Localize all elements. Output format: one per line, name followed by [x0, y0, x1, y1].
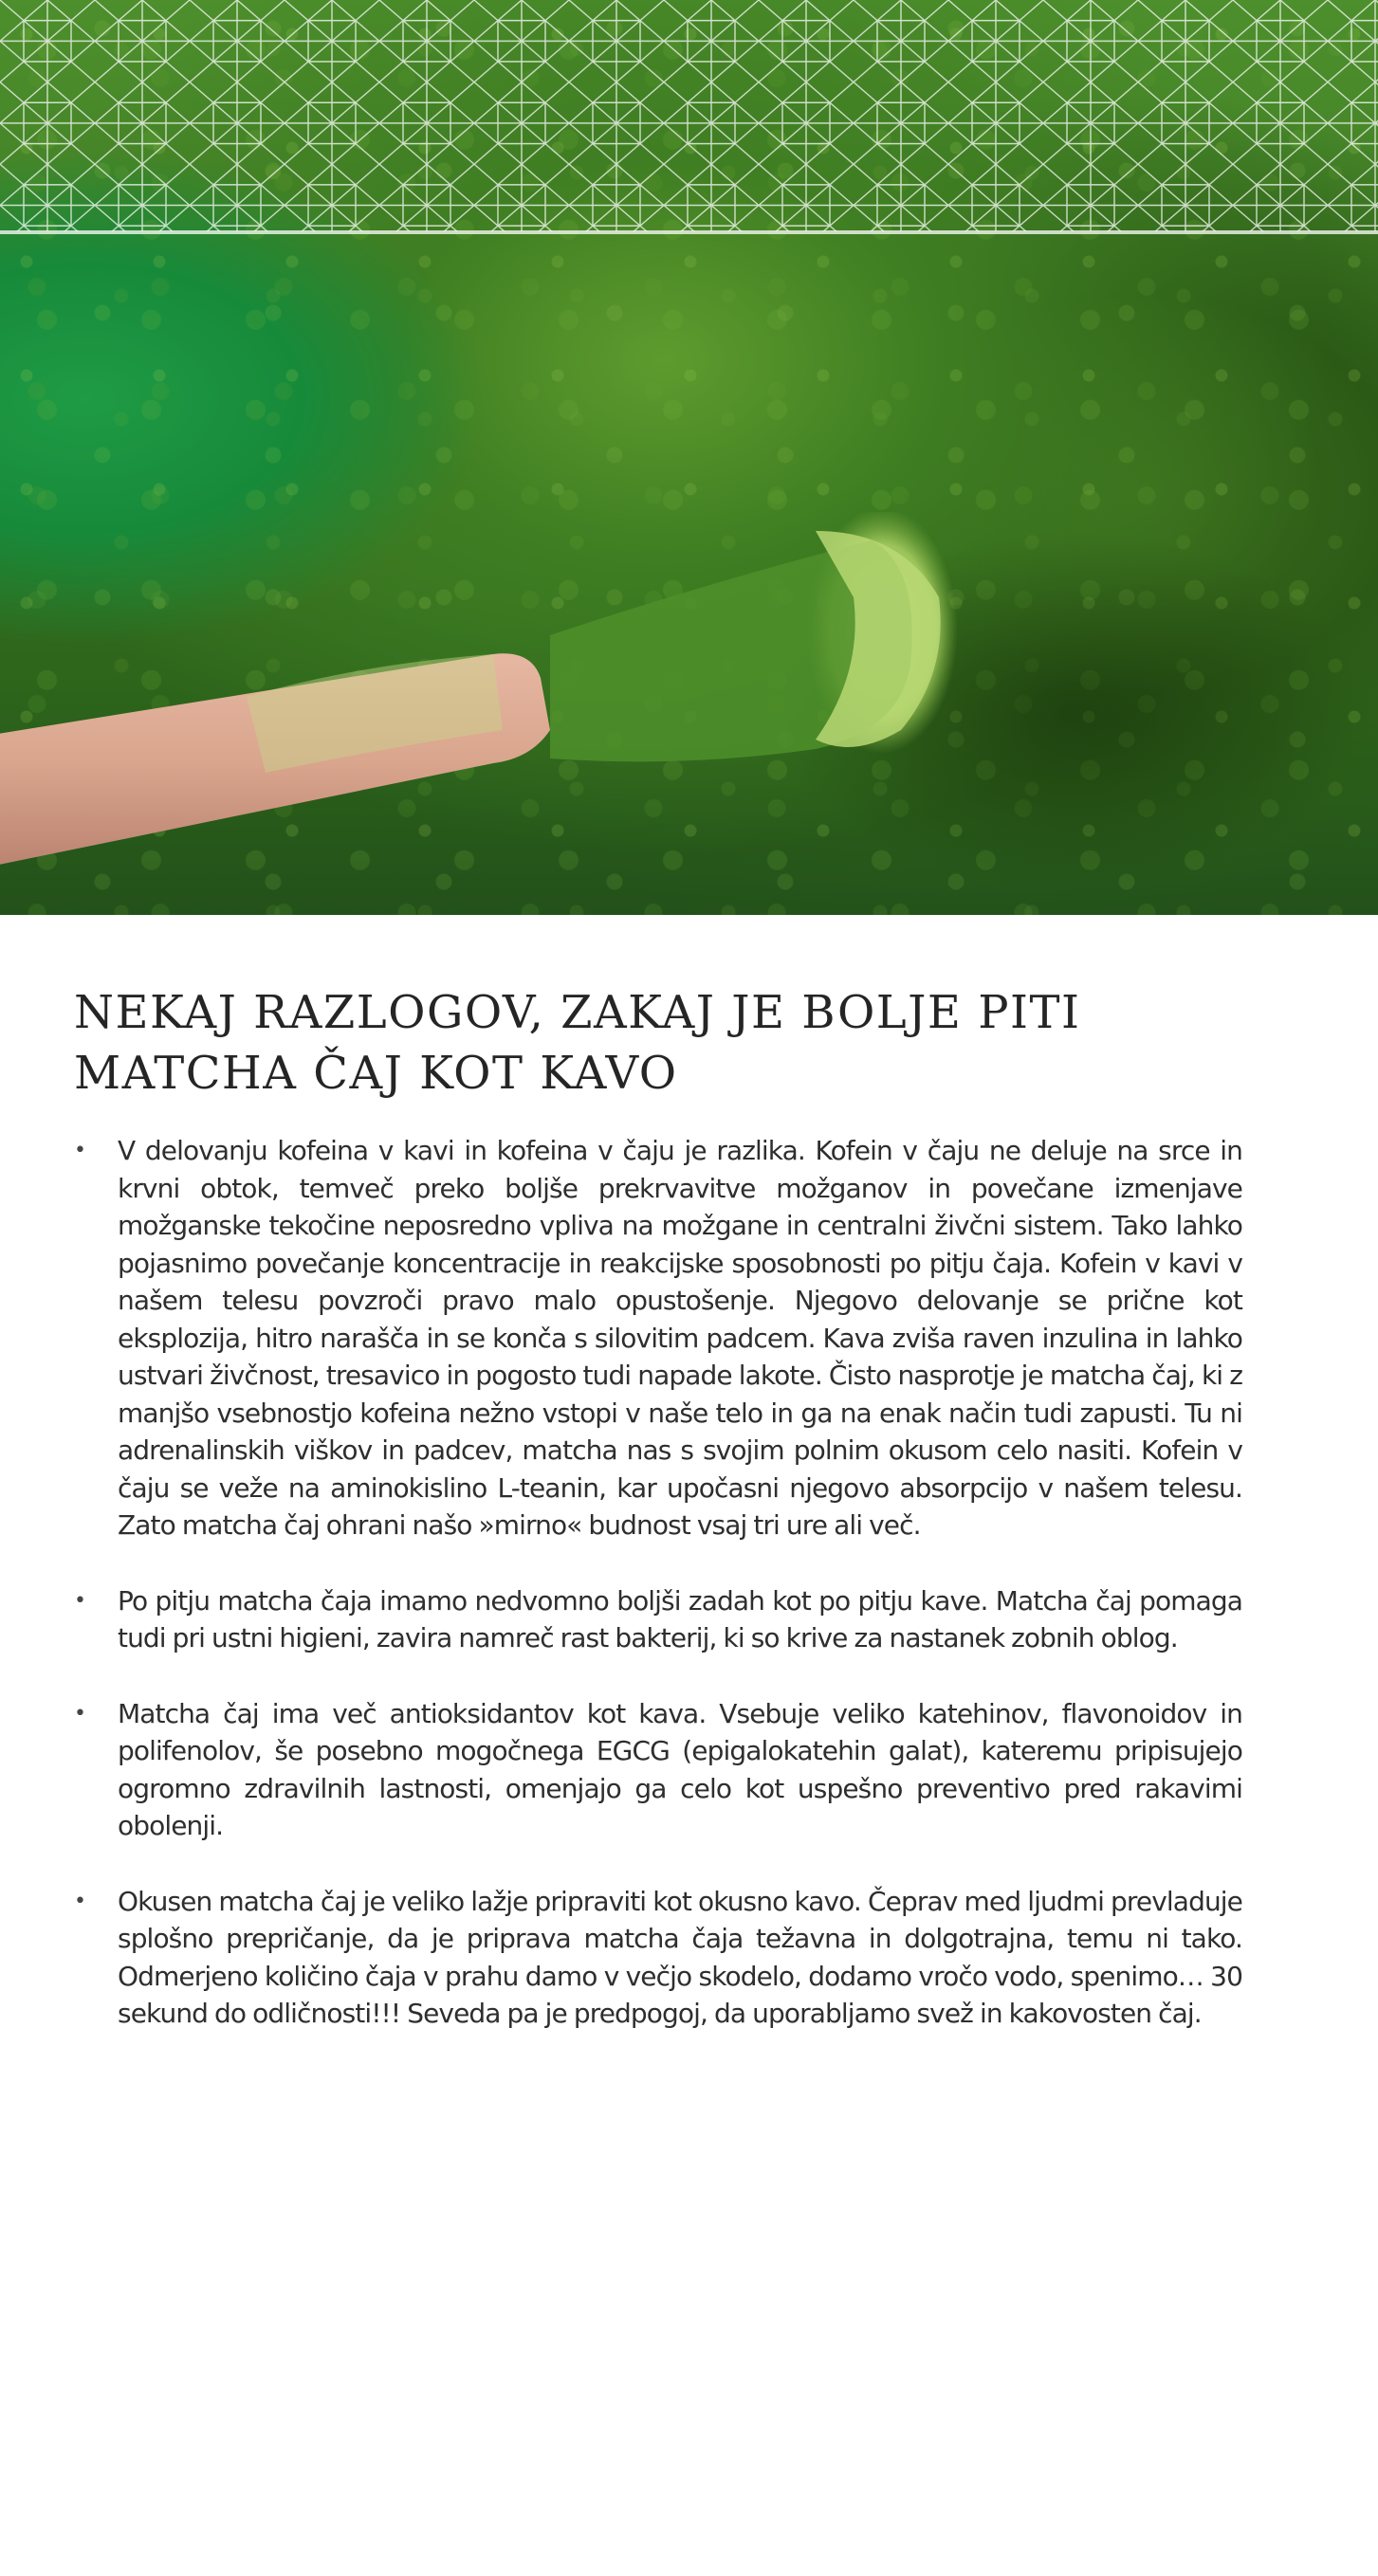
list-item [74, 1582, 1242, 1657]
bullet-icon: • [74, 1701, 86, 1726]
list-item-text: Matcha čaj ima več antioksidantov kot kava. Vsebuje veliko katehinov, flavonoidov in polifenolov, še posebno mogočnega EGCG (epigalokatehin galat), kateremu pripisujejo ogromno zdravilnih lastnosti, omenjajo ga celo kot uspešno preventivo pred rakavimi obolenji. [118, 1697, 1242, 1841]
reasons-list [74, 1132, 1242, 2033]
hero-image-matcha-powder [0, 0, 1378, 915]
list-item-text: Okusen matcha čaj je veliko lažje pripraviti kot okusno kavo. Čeprav med ljudmi prevladuje splošno prepričanje, da je priprava matcha čaja težavna in dolgotrajna, temu ni tako. Odmerjeno količino čaja v prahu damo v večjo skodelo, dodamo vročo vodo, spenimo… 30 sekund do odličnosti!!! Seveda pa je predpogoj, da uporabljamo svež in kakovosten čaj. [118, 1885, 1242, 2029]
article-content [74, 982, 1242, 2071]
article-title [74, 982, 1242, 1104]
list-item [74, 1695, 1242, 1845]
bullet-icon: • [74, 1889, 86, 1913]
bullet-icon: • [74, 1588, 86, 1613]
list-item-text: Po pitju matcha čaja imamo nedvomno boljši zadah kot po pitju kave. Matcha čaj pomaga tudi pri ustni higieni, zavira namreč rast bakterij, ki so krive za nastanek zobnih oblog. [118, 1584, 1242, 1653]
list-item-text: V delovanju kofeina v kavi in kofeina v čaju je razlika. Kofein v čaju ne deluje na srce in krvni obtok, temveč preko boljše prekrvavitve možganov in povečane izmenjave možganske tekočine neposredno vpliva na možgane in centralni živčni sistem. Tako lahko pojasnimo povečanje koncentracije in reakcijske sposobnosti po pitju čaja. Kofein v kavi v našem telesu povzroči pravo malo opustošenje. Njegovo delovanje se prične kot eksplozija, hitro narašča in se konča s silovitim padcem. Kava zviša raven inzulina in lahko ustvari živčnost, tresavico in pogosto tudi napade lakote. Čisto nasprotje je matcha čaj, ki z manjšo vsebnostjo kofeina nežno vstopi v naše telo in ga na enak način tudi zapusti. Tu ni adrenalinskih viškov in padcev, matcha nas s svojim polnim okusom celo nasiti. Kofein v čaju se veže na aminokislino L-teanin, kar upočasni njegovo absorpcijo v našem telesu. Zato matcha čaj ohrani našo »mirno« budnost vsaj tri ure ali več. [118, 1135, 1242, 1541]
geometric-star-pattern [0, 0, 1378, 237]
article-title-line-1: NEKAJ RAZLOGOV, ZAKAJ JE BOLJE PITI [74, 986, 1081, 1039]
list-item [74, 1132, 1242, 1544]
list-item [74, 1883, 1242, 2033]
article-title-line-2: MATCHA ČAJ KOT KAVO [74, 1047, 678, 1100]
bullet-icon: • [74, 1139, 86, 1162]
bamboo-scoop-image [0, 512, 1005, 891]
